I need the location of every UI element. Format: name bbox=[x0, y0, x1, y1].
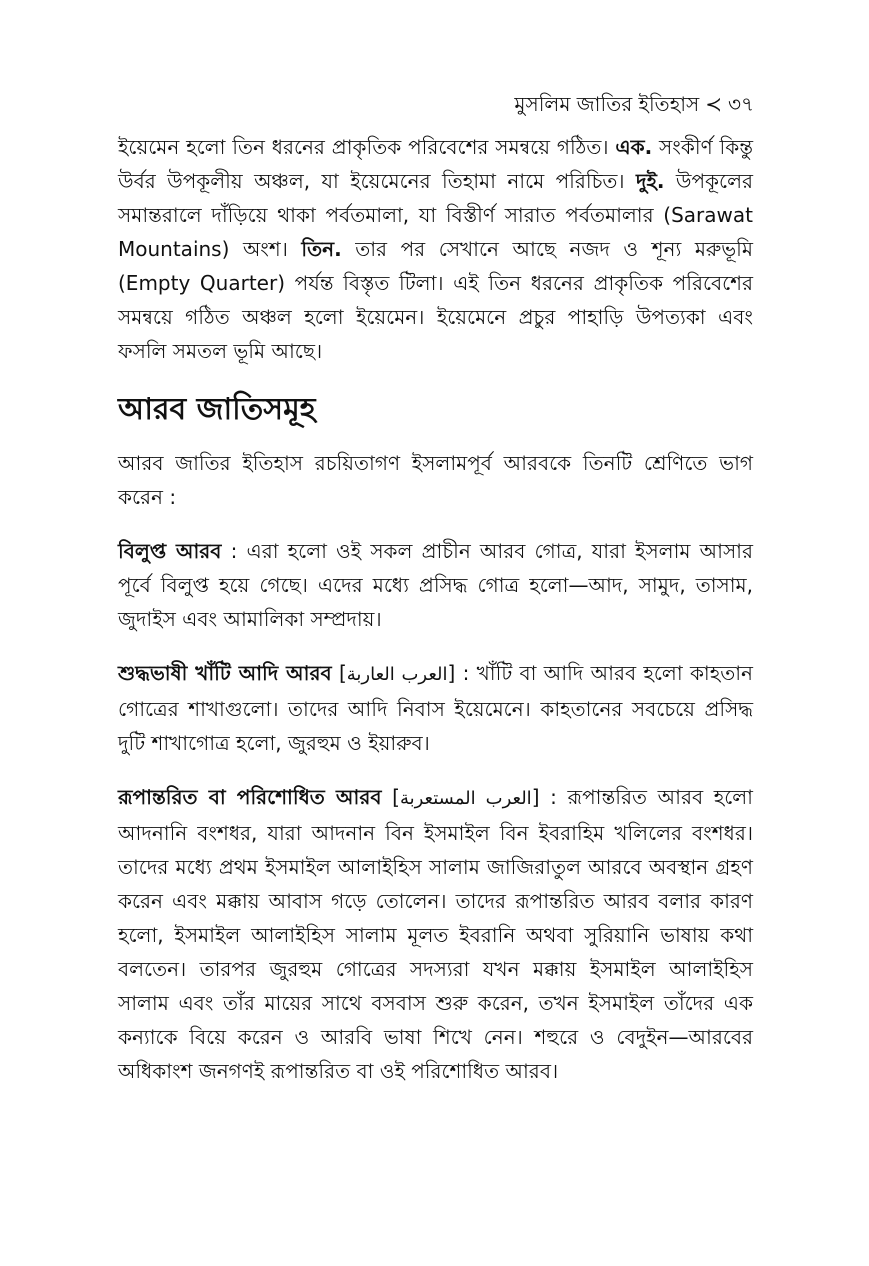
running-title: মুসলিম জাতির ইতিহাস bbox=[514, 92, 700, 116]
arabic-term: العرب العاربة bbox=[346, 664, 448, 685]
intro-text-b: সংকীর্ণ কিন্তু উর্বর উপকূলীয় অঞ্চল, যা ইয়েমেনের তিহামা নামে পরিচিত। bbox=[118, 135, 754, 193]
intro-number-one: এক. bbox=[615, 135, 653, 159]
page-number: ৩৭ bbox=[727, 92, 754, 116]
lead-paragraph: আরব জাতির ইতিহাস রচয়িতাগণ ইসলামপূর্ব আরবকে তিনটি শ্রেণিতে ভাগ করেন : bbox=[118, 451, 753, 509]
arabic-bracket-open: [ bbox=[331, 661, 347, 685]
section-heading: আরব জাতিসমূহ bbox=[118, 392, 316, 427]
intro-number-three: তিন. bbox=[301, 237, 342, 261]
definition-text: : খাঁটি বা আদি আরব হলো কাহতান গোত্রের শাখাগুলো। তাদের আদি নিবাস ইয়েমেনে। কাহতানের সবচেয়ে প্রসিদ্ধ দুটি শাখাগোত্র হলো, জুরহুম ও ইয়ারুব। bbox=[118, 661, 753, 755]
page-body bbox=[118, 130, 753, 1108]
intro-text-d: তার পর সেখানে আছে নজদ ও শূন্য মরুভূমি (Empty Quarter) পর্যন্ত বিস্তৃত টিলা। এই তিন ধরনের প্রাকৃতিক পরিবেশের সমন্বয়ে গঠিত অঞ্চল হলো ইয়েমেন। ইয়েমেনে প্রচুর পাহাড়ি উপত্যকা এবং ফসলি সমতল ভূমি আছে। bbox=[118, 237, 753, 363]
definition-extinct-arabs bbox=[118, 534, 753, 636]
intro-text-c: উপকূলের সমান্তরালে দাঁড়িয়ে থাকা পর্বতমালা, যা বিস্তীর্ণ সারাত পর্বতমালার (Sarawat Mountains) অংশ। bbox=[118, 169, 753, 261]
arabic-term: العرب المستعربة bbox=[399, 788, 532, 809]
arabic-bracket-close: ] bbox=[447, 661, 456, 685]
definition-term: রূপান্তরিত বা পরিশোধিত আরব bbox=[118, 785, 382, 809]
header-separator-icon: ≺ bbox=[705, 92, 722, 116]
arabic-bracket-open: [ bbox=[381, 785, 400, 809]
definition-term: শুদ্ধভাষী খাঁটি আদি আরব bbox=[118, 661, 332, 685]
intro-number-two: দুই. bbox=[635, 169, 665, 193]
definition-pure-arabs bbox=[118, 656, 753, 760]
running-header bbox=[514, 92, 754, 116]
definition-text: : এরা হলো ওই সকল প্রাচীন আরব গোত্র, যারা ইসলাম আসার পূর্বে বিলুপ্ত হয়ে গেছে। এদের মধ্যে প্রসিদ্ধ গোত্র হলো—আদ, সামুদ, তাসাম, জুদাইস এবং আমালিকা সম্প্রদায়। bbox=[118, 539, 753, 631]
intro-text-a: ইয়েমেন হলো তিন ধরনের প্রাকৃতিক পরিবেশের সমন্বয়ে গঠিত। bbox=[118, 135, 616, 159]
definition-term: বিলুপ্ত আরব bbox=[118, 539, 222, 563]
arabic-bracket-close: ] bbox=[531, 785, 540, 809]
definition-arabized-arabs bbox=[118, 780, 753, 1088]
definition-text: : রূপান্তরিত আরব হলো আদনানি বংশধর, যারা আদনান বিন ইসমাইল বিন ইবরাহিম খলিলের বংশধর। তাদের মধ্যে প্রথম ইসমাইল আলাইহিস সালাম জাজিরাতুল আরবে অবস্থান গ্রহণ করেন এবং মক্কায় আবাস গড়ে তোলেন। তাদের রূপান্তরিত আরব বলার কারণ হলো, ইসমাইল আলাইহিস সালাম মূলত ইবরানি অথবা সুরিয়ানি ভাষায় কথা বলতেন। তারপর জুরহুম গোত্রের সদস্যরা যখন মক্কায় ইসমাইল আলাইহিস সালাম এবং তাঁর মায়ের সাথে বসবাস শুরু করেন, তখন ইসমাইল তাঁদের এক কন্যাকে বিয়ে করেন ও আরবি ভাষা শিখে নেন। শহুরে ও বেদুইন—আরবের অধিকাংশ জনগণই রূপান্তরিত বা ওই পরিশোধিত আরব। bbox=[118, 785, 753, 1083]
intro-paragraph bbox=[118, 130, 753, 368]
